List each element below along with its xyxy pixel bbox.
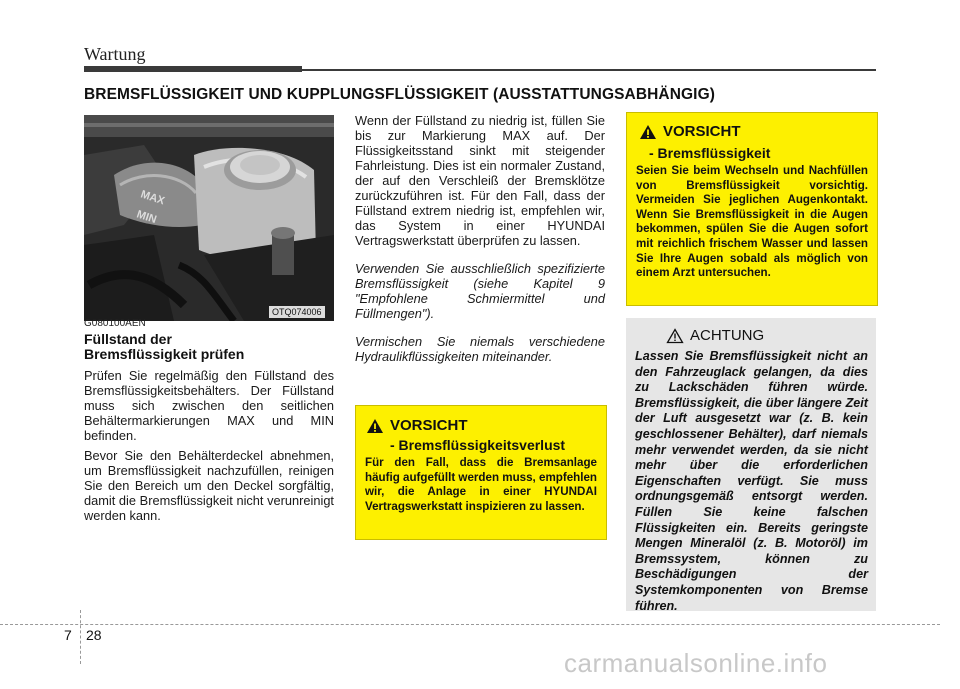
chapter-number: 7 [64,627,72,643]
warning-triangle-icon [639,124,657,140]
section-title: Wartung [84,44,146,64]
middle-body [355,113,605,364]
reference-code: G080100AEN [84,318,146,329]
warning-body: Seien Sie beim Wechseln und Nachfüllen von Bremsflüssigkeit vorsichtig. Vermeiden Sie jeglichen Augenkontakt. Wenn Sie Bremsflüssigkeit in die Augen bekommen, spülen Sie die Augen sofort mit reichlich frischem Wasser und lassen Sie Ihre Augen sobald als möglich von einem Arzt untersuchen. [636,164,868,280]
warning-title: VORSICHT [390,417,468,434]
caution-header [666,327,764,344]
page-number: 28 [86,627,102,643]
subheading-line-1: Füllstand der [84,331,172,347]
caution-box [626,318,876,611]
subheading [84,332,334,362]
warning-box-brake-fluid [626,112,878,306]
warning-subtitle: - Bremsflüssigkeit [649,145,771,161]
warning-box-fluid-loss [355,405,607,540]
warning-subtitle: - Bremsflüssigkeitsverlust [390,437,566,453]
watermark: carmanualsonline.info [564,648,828,678]
warning-title: VORSICHT [663,123,741,140]
chapter-heading: BREMSFLÜSSIGKEIT UND KUPPLUNGSFLÜSSIGKEIT (AUSSTATTUNGSABHÄNGIG) [84,86,715,103]
note-paragraph: Vermischen Sie niemals verschiedene Hydraulikflüssigkeiten miteinander. [355,334,605,364]
caution-triangle-icon [666,328,684,344]
photo-code: OTQ074006 [269,306,325,318]
warning-body: Für den Fall, dass die Bremsanlage häufig aufgefüllt werden muss, empfehlen wir, die Anlage in einer HYUNDAI Vertragswerkstatt inspizieren zu lassen. [365,456,597,513]
paragraph: Prüfen Sie regelmäßig den Füllstand des Bremsflüssigkeitsbehälters. Der Füllstand muss sich zwischen den seitlichen Behältermarkierungen MAX und MIN befinden. [84,368,334,443]
footer-divider [0,624,940,625]
brake-reservoir-photo [84,115,334,321]
footer-page-divider [80,610,81,664]
warning-triangle-icon [366,418,384,434]
header-rule-thin [302,69,876,71]
note-paragraph: Verwenden Sie ausschließlich spezifizierte Bremsflüssigkeit (siehe Kapitel 9 "Empfohlene Schmiermittel und Füllmengen"). [355,261,605,321]
left-body [84,368,334,523]
warning-header [366,417,468,434]
warning-header [639,123,741,140]
paragraph: Bevor Sie den Behälterdeckel abnehmen, um Bremsflüssigkeit nachzufüllen, reinigen Sie den Bereich um den Deckel sorgfältig, damit die Bremsflüssigkeit nicht verunreinigt werden kann. [84,448,334,523]
photo-min-label: MIN [135,208,158,227]
caution-title: ACHTUNG [690,327,765,344]
paragraph: Wenn der Füllstand zu niedrig ist, füllen Sie bis zur Markierung MAX auf. Der Flüssigkeitsstand sinkt mit steigender Fahrleistung. Dies ist ein normaler Zustand, der auf den Verschleiß der Bremsklötze zurückzuführen ist. Für den Fall, dass der Füllstand extrem niedrig ist, empfehlen wir, das System in einer HYUNDAI Vertragswerkstatt überprüfen zu lassen. [355,113,605,248]
subheading-line-2: Bremsflüssigkeit prüfen [84,346,245,362]
header-rule-thick [84,66,302,72]
photo-max-label: MAX [139,188,167,208]
caution-body: Lassen Sie Bremsflüssigkeit nicht an den Fahrzeuglack gelangen, da dies zu Lackschäden führen würde. Bremsflüssigkeit, die über längere Zeit der Luft ausgesetzt war (z. B. kein geschlossener Behälter), darf niemals mehr verwendet werden, da sie nicht mehr über die erforderlichen Eigenschaften verfügt. Sie muss ordnungsgemäß entsorgt werden. Füllen Sie keine falschen Flüssigkeiten ein. Bereits geringste Mengen Mineralöl (z. B. Motoröl) im Bremssystem, können zu Beschädigungen der Systemkomponenten von Bremse führen. [635,349,868,613]
